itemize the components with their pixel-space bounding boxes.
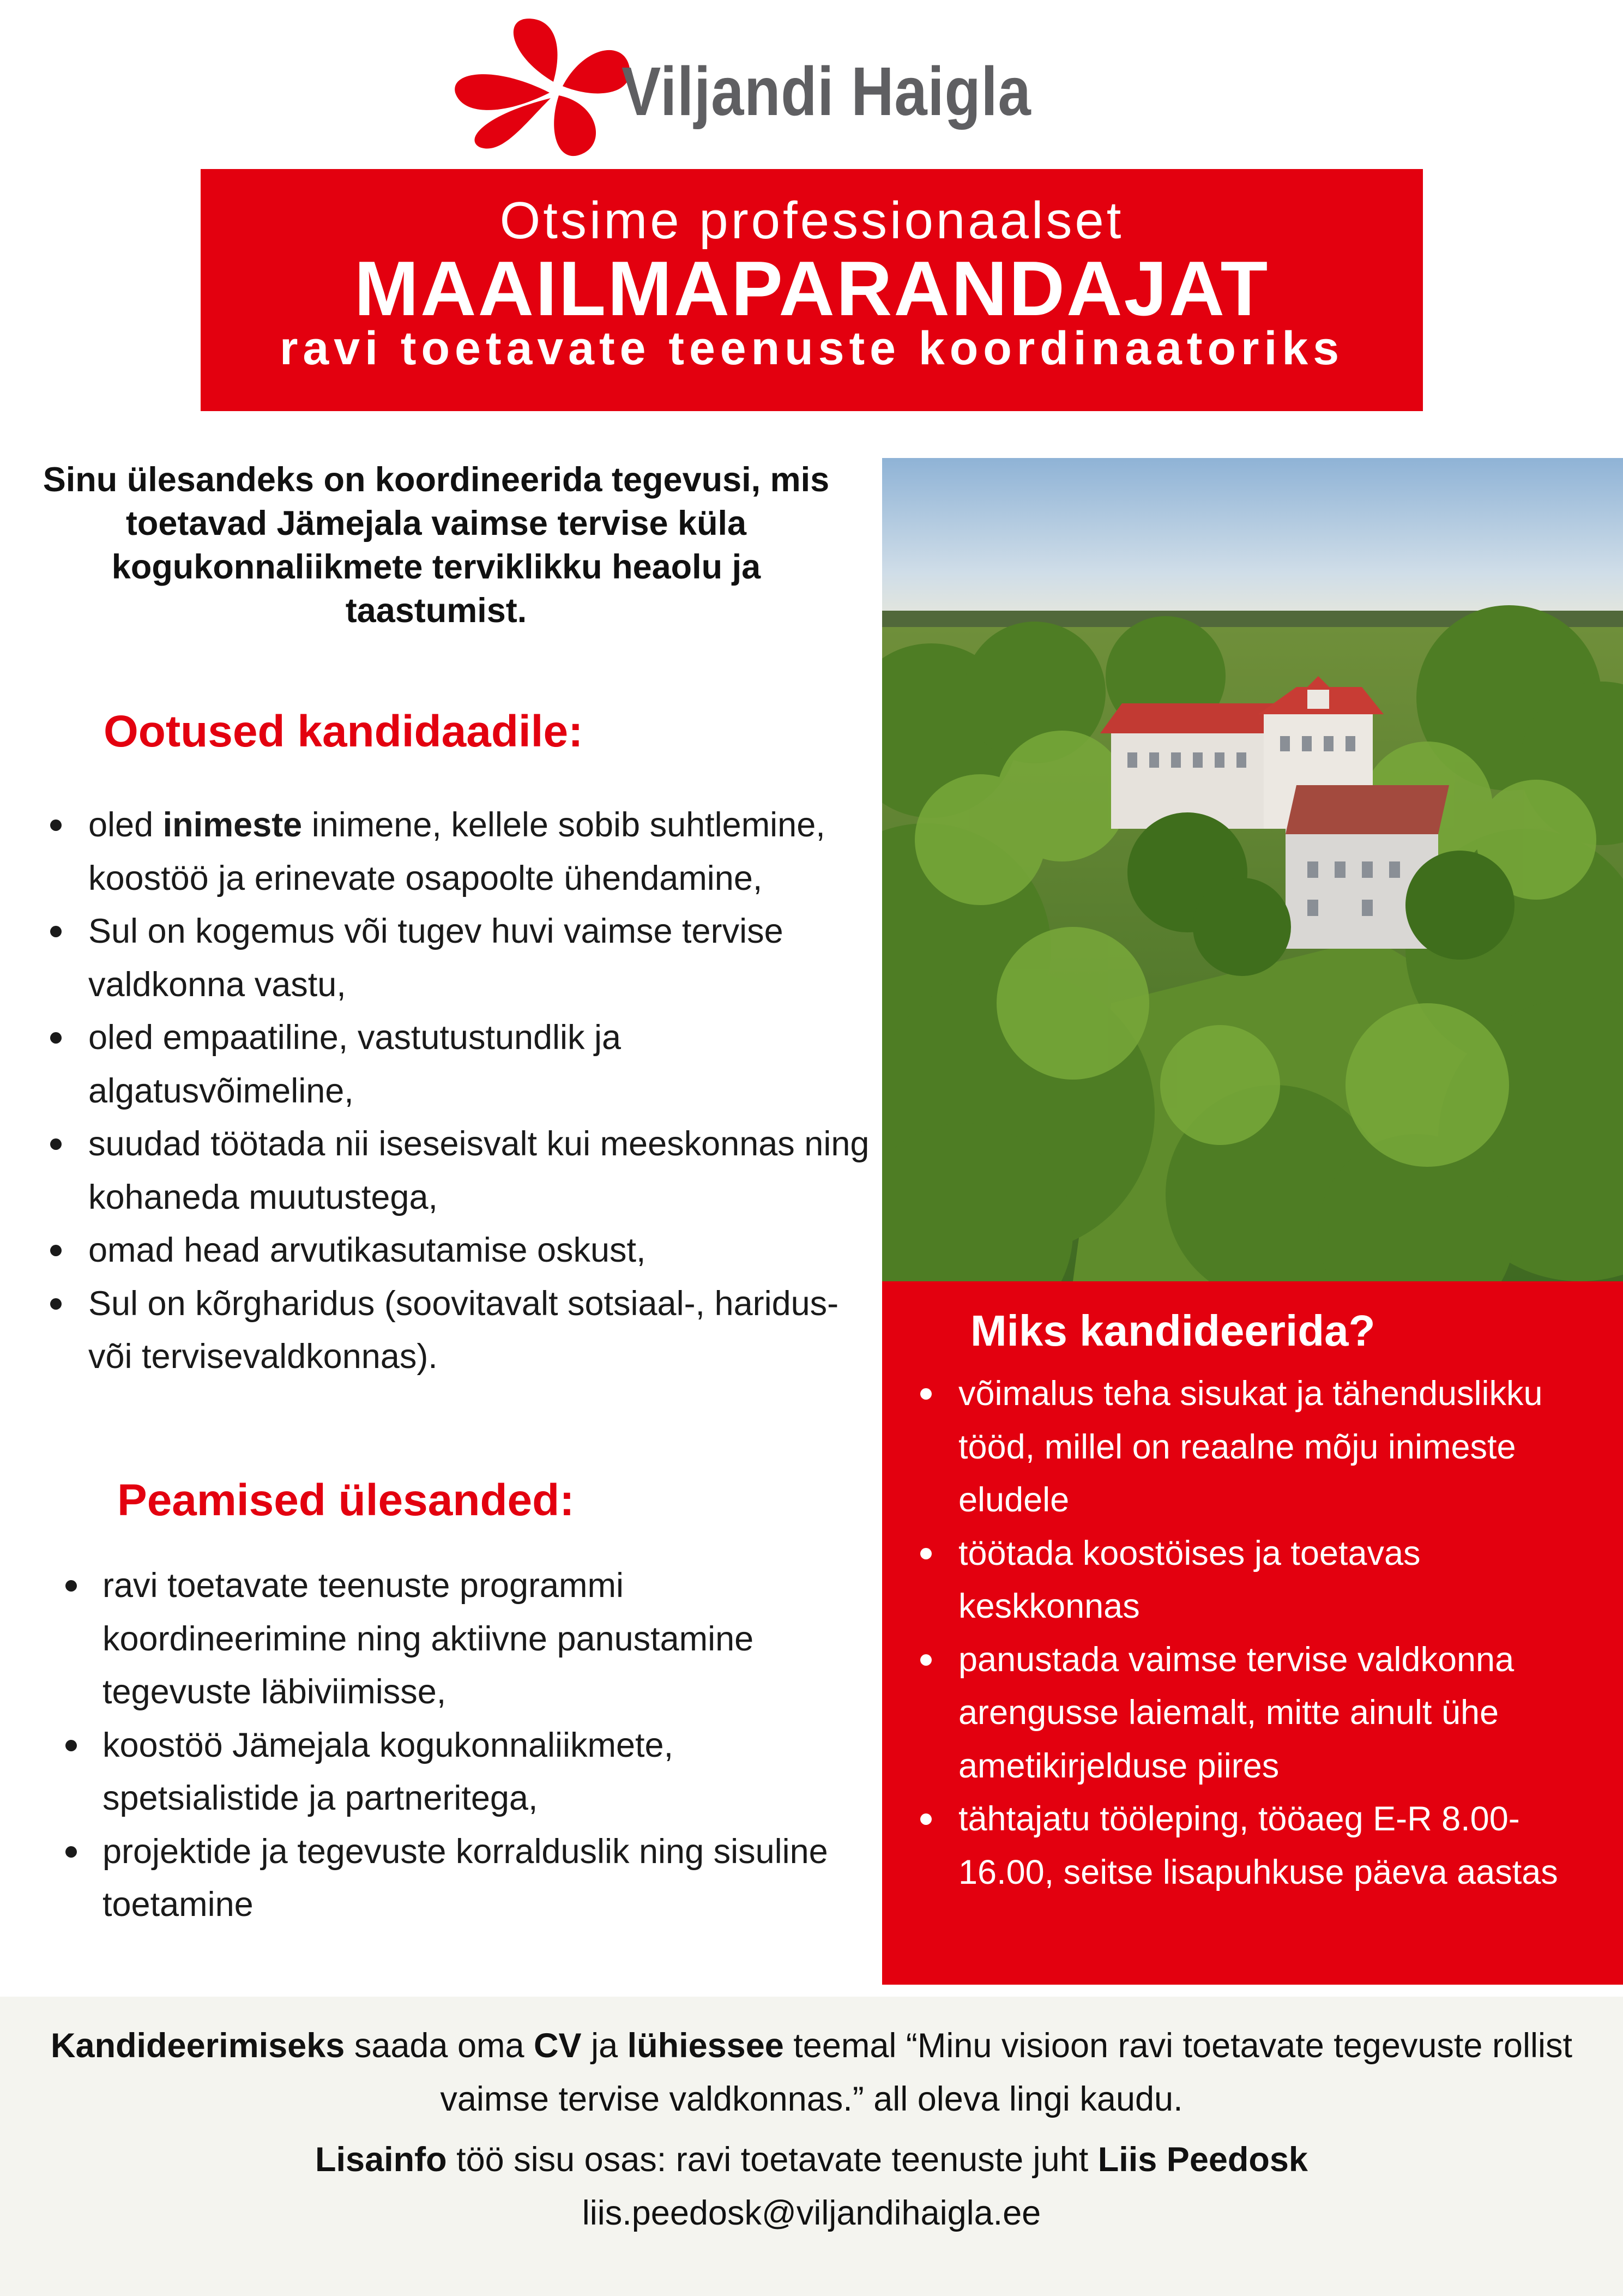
item-text: Sul on kõrgharidus (soovitavalt sotsiaal-, haridus- või tervisevaldkonnas). [88,1284,839,1376]
item-text: oled [88,806,163,844]
item-text: suudad töötada nii iseseisvalt kui meeskonnas ning kohaneda muutustega, [88,1125,870,1216]
banner-title: MAAILMAPARANDAJAT [354,245,1270,332]
apply-text: ja [581,2027,628,2065]
contact-info [0,2133,1623,2186]
apply-label: Kandideerimiseks [51,2027,345,2065]
expectations-list [44,799,872,1384]
apply-text: teemal “Minu visioon ravi toetavate tegevuste rollist vaimse tervise valdkonnas.” all oleva lingi kaudu. [440,2027,1572,2118]
item-text: oled empaatiline, vastutustundlik ja algatusvõimeline, [88,1019,622,1110]
tasks-heading: Peamised ülesanded: [117,1475,575,1525]
item-text: inimene, kellele sobib suhtlemine, koostöö ja erinevate osapoolte ühendamine, [88,806,825,897]
brand-name: Viljandi Haigla [622,53,1031,130]
list-item: ravi toetavate teenuste programmi koordineerimine ning aktiivne panustamine tegevuste läbiviimisse, [55,1559,872,1719]
tasks-list [55,1559,872,1932]
item-text: omad head arvutikasutamise oskust, [88,1231,646,1269]
clover-heart-icon [455,19,630,156]
why-apply-list [916,1367,1608,1899]
info-label: Lisainfo [315,2141,447,2179]
item-text: Sul on kogemus või tugev huvi vaimse tervise valdkonna vastu, [88,912,783,1004]
info-text: töö sisu osas: ravi toetavate teenuste juht [447,2141,1098,2179]
header-banner [201,169,1423,411]
item-bold-text: inimeste [162,806,303,844]
list-item: töötada koostöises ja toetavas keskkonnas [916,1527,1608,1634]
list-item: koostöö Jämejala kogukonnaliikmete, spetsialistide ja partneritega, [55,1719,872,1825]
apply-text: saada oma [345,2027,534,2065]
contact-name: Liis Peedosk [1097,2141,1308,2179]
contact-email[interactable]: liis.peedosk@viljandihaigla.ee [582,2194,1041,2232]
list-item [44,905,872,1011]
apply-instructions [0,2019,1623,2126]
cv-label: CV [534,2027,582,2065]
banner-line-1: Otsime professionaalset [499,191,1124,250]
list-item [44,1224,872,1277]
list-item: projektide ja tegevuste korralduslik ning sisuline toetamine [55,1825,872,1932]
hospital-aerial-photo [882,458,1623,1281]
list-item [44,799,872,905]
essay-label: lühiessee [627,2027,784,2065]
list-item [44,1011,872,1118]
intro-text: Sinu ülesandeks on koordineerida tegevusi, mis toetavad Jämejala vaimse tervise küla kogukonnaliikmete terviklikku heaolu ja taastumist. [43,461,830,630]
banner-line-3: ravi toetavate teenuste koordinaatoriks [279,322,1344,375]
list-item: panustada vaimse tervise valdkonna arengusse laiemalt, mitte ainult ühe ametikirjelduse piires [916,1634,1608,1793]
expectations-heading: Ootused kandidaadile: [104,707,583,756]
list-item [44,1277,872,1384]
list-item: tähtajatu tööleping, tööaeg E-R 8.00-16.00, seitse lisapuhkuse päeva aastas [916,1793,1608,1899]
list-item: võimalus teha sisukat ja tähenduslikku tööd, millel on reaalne mõju inimeste eludele [916,1367,1608,1527]
why-apply-heading: Miks kandideerida? [970,1306,1375,1355]
list-item [44,1118,872,1224]
